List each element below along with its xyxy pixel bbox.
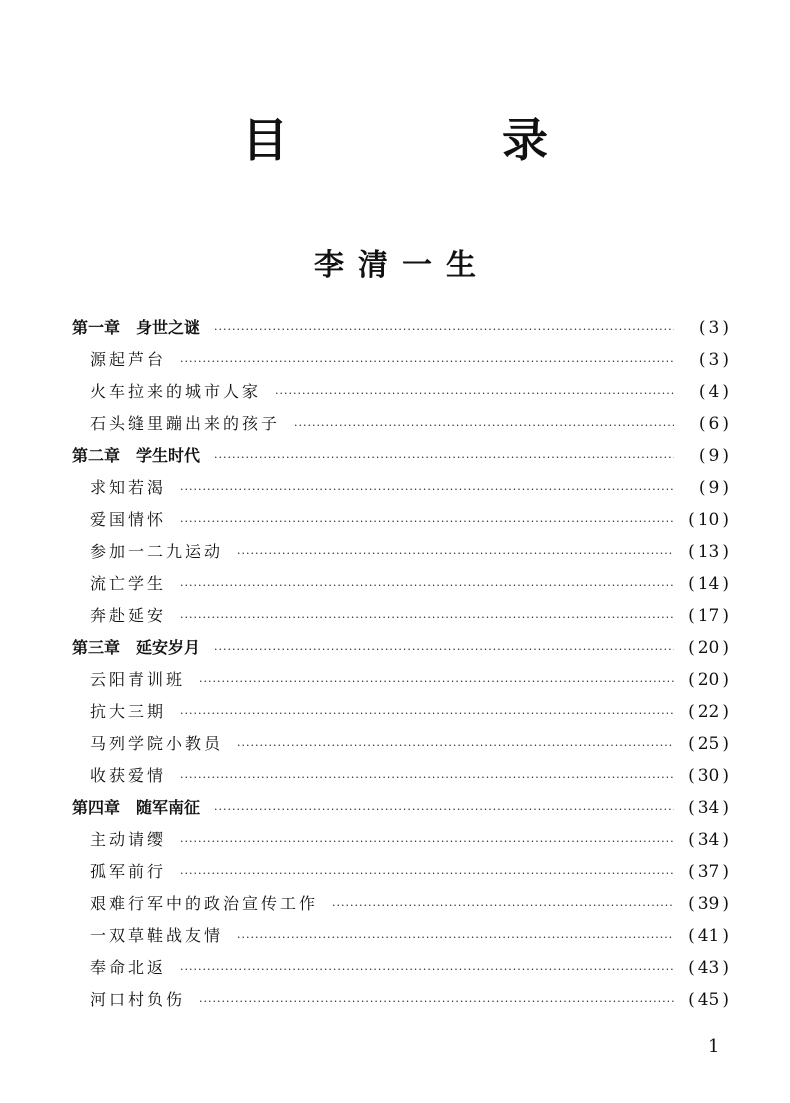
- open-paren: (: [688, 862, 695, 882]
- toc-dot-leader: [237, 922, 674, 954]
- toc-section-row[interactable]: [72, 344, 732, 376]
- close-paren: ): [722, 926, 729, 946]
- open-paren: (: [698, 382, 706, 402]
- toc-page-number: 43: [697, 958, 720, 978]
- toc-section-row[interactable]: [72, 600, 732, 632]
- toc-chapter-row[interactable]: [72, 312, 732, 344]
- toc-page-ref: [674, 536, 732, 568]
- toc-page-ref: [674, 472, 732, 504]
- toc-entry-label: 求知若渴: [90, 478, 167, 497]
- toc-page-number: 4: [708, 382, 720, 402]
- toc-page-ref: [674, 920, 732, 952]
- open-paren: (: [698, 318, 706, 338]
- toc-dot-leader: [180, 698, 674, 730]
- toc-page-number: 3: [708, 318, 720, 338]
- toc-page-number: 34: [697, 830, 720, 850]
- toc-dot-leader: [180, 346, 674, 378]
- toc-page-ref: [674, 984, 732, 1016]
- toc-section-row[interactable]: [72, 760, 732, 792]
- close-paren: ): [722, 478, 729, 498]
- open-paren: (: [688, 926, 695, 946]
- toc-dot-leader: [214, 794, 674, 826]
- toc-dot-leader: [275, 378, 674, 410]
- toc-dot-leader: [199, 986, 674, 1018]
- toc-dot-leader: [332, 890, 674, 922]
- toc-section-row[interactable]: [72, 888, 732, 920]
- toc-page-ref: [674, 792, 732, 824]
- close-paren: ): [722, 350, 729, 370]
- toc-page-number: 20: [697, 638, 720, 658]
- toc-page-ref: [674, 376, 732, 408]
- close-paren: ): [722, 414, 729, 434]
- toc-entry-label: 抗大三期: [90, 702, 167, 721]
- toc-entry-label: 第四章 随军南征: [72, 798, 201, 817]
- toc-dot-leader: [180, 506, 674, 538]
- toc-entry-label: 艰难行军中的政治宣传工作: [90, 894, 319, 913]
- toc-page-ref: [674, 664, 732, 696]
- toc-entry-label: 石头缝里蹦出来的孩子: [90, 414, 281, 433]
- toc-page-ref: [674, 760, 732, 792]
- close-paren: ): [722, 606, 729, 626]
- toc-page-number: 14: [697, 574, 720, 594]
- toc-section-row[interactable]: [72, 568, 732, 600]
- toc-page-number: 13: [697, 542, 720, 562]
- toc-page-number: 9: [708, 446, 720, 466]
- toc-page-number: 20: [697, 670, 720, 690]
- toc-dot-leader: [214, 442, 674, 474]
- close-paren: ): [722, 510, 729, 530]
- toc-page-number: 10: [697, 510, 720, 530]
- toc-section-row[interactable]: [72, 984, 732, 1016]
- toc-page-number: 34: [697, 798, 720, 818]
- open-paren: (: [698, 350, 706, 370]
- open-paren: (: [688, 702, 695, 722]
- toc-page-number: 41: [697, 926, 720, 946]
- toc-dot-leader: [214, 314, 674, 346]
- toc-entry-label: 奔赴延安: [90, 606, 167, 625]
- toc-section-row[interactable]: [72, 408, 732, 440]
- toc-section-row[interactable]: [72, 376, 732, 408]
- book-subtitle: 李清一生: [314, 248, 490, 283]
- open-paren: (: [688, 958, 695, 978]
- open-paren: (: [688, 798, 695, 818]
- open-paren: (: [688, 606, 695, 626]
- toc-dot-leader: [237, 730, 674, 762]
- toc-page-number: 37: [697, 862, 720, 882]
- close-paren: ): [722, 830, 729, 850]
- toc-dot-leader: [180, 954, 674, 986]
- close-paren: ): [722, 766, 729, 786]
- toc-page-ref: [674, 568, 732, 600]
- open-paren: (: [698, 478, 706, 498]
- open-paren: (: [688, 574, 695, 594]
- toc-page-ref: [674, 312, 732, 344]
- toc-page-ref: [674, 600, 732, 632]
- toc-entry-label: 一双草鞋战友情: [90, 926, 224, 945]
- close-paren: ): [722, 958, 729, 978]
- toc-page-number: 22: [697, 702, 720, 722]
- open-paren: (: [688, 894, 695, 914]
- toc-page-number: 17: [697, 606, 720, 626]
- toc-chapter-row[interactable]: [72, 440, 732, 472]
- toc-section-row[interactable]: [72, 472, 732, 504]
- toc-entry-label: 源起芦台: [90, 350, 167, 369]
- toc-entry-label: 收获爱情: [90, 766, 167, 785]
- toc-page-number: 9: [708, 478, 720, 498]
- toc-dot-leader: [180, 858, 674, 890]
- toc-page-ref: [674, 728, 732, 760]
- close-paren: ): [722, 862, 729, 882]
- toc-page-ref: [674, 344, 732, 376]
- toc-page-number: 3: [708, 350, 720, 370]
- toc-entry-label: 孤军前行: [90, 862, 167, 881]
- toc-page-number: 45: [697, 990, 720, 1010]
- page-title: 目 录: [242, 113, 632, 167]
- toc-page-number: 6: [708, 414, 720, 434]
- close-paren: ): [722, 702, 729, 722]
- toc-entry-label: 河口村负伤: [90, 990, 186, 1009]
- toc-page-ref: [674, 440, 732, 472]
- toc-dot-leader: [237, 538, 674, 570]
- close-paren: ): [722, 318, 729, 338]
- close-paren: ): [722, 670, 729, 690]
- toc-dot-leader: [199, 666, 674, 698]
- close-paren: ): [722, 542, 729, 562]
- toc-section-row[interactable]: [72, 952, 732, 984]
- open-paren: (: [698, 414, 706, 434]
- toc-page-ref: [674, 952, 732, 984]
- toc-dot-leader: [180, 762, 674, 794]
- toc-page-number: 39: [697, 894, 720, 914]
- toc-entry-label: 参加一二九运动: [90, 542, 224, 561]
- open-paren: (: [688, 670, 695, 690]
- toc-entry-label: 云阳青训班: [90, 670, 186, 689]
- toc-entry-label: 马列学院小教员: [90, 734, 224, 753]
- open-paren: (: [688, 734, 695, 754]
- toc-entry-label: 主动请缨: [90, 830, 167, 849]
- toc-page-ref: [674, 632, 732, 664]
- table-of-contents: [72, 312, 732, 1016]
- toc-entry-label: 流亡学生: [90, 574, 167, 593]
- toc-chapter-row[interactable]: [72, 632, 732, 664]
- toc-section-row[interactable]: [72, 536, 732, 568]
- toc-page-number: 30: [697, 766, 720, 786]
- close-paren: ): [722, 734, 729, 754]
- close-paren: ): [722, 638, 729, 658]
- open-paren: (: [698, 446, 706, 466]
- open-paren: (: [688, 510, 695, 530]
- toc-dot-leader: [180, 570, 674, 602]
- toc-chapter-row[interactable]: [72, 792, 732, 824]
- toc-dot-leader: [180, 602, 674, 634]
- toc-page-number: 25: [697, 734, 720, 754]
- toc-page-ref: [674, 408, 732, 440]
- close-paren: ): [722, 990, 729, 1010]
- toc-dot-leader: [294, 410, 674, 442]
- toc-entry-label: 第二章 学生时代: [72, 446, 201, 465]
- close-paren: ): [722, 798, 729, 818]
- toc-entry-label: 爱国情怀: [90, 510, 167, 529]
- open-paren: (: [688, 830, 695, 850]
- toc-dot-leader: [180, 826, 674, 858]
- close-paren: ): [722, 574, 729, 594]
- open-paren: (: [688, 638, 695, 658]
- toc-page-ref: [674, 696, 732, 728]
- toc-page-ref: [674, 504, 732, 536]
- toc-page-ref: [674, 856, 732, 888]
- open-paren: (: [688, 766, 695, 786]
- toc-entry-label: 第一章 身世之谜: [72, 318, 201, 337]
- toc-section-row[interactable]: [72, 920, 732, 952]
- close-paren: ): [722, 446, 729, 466]
- open-paren: (: [688, 542, 695, 562]
- toc-entry-label: 第三章 延安岁月: [72, 638, 201, 657]
- toc-section-row[interactable]: [72, 824, 732, 856]
- toc-section-row[interactable]: [72, 696, 732, 728]
- toc-entry-label: 奉命北返: [90, 958, 167, 977]
- toc-dot-leader: [180, 474, 674, 506]
- toc-section-row[interactable]: [72, 664, 732, 696]
- open-paren: (: [688, 990, 695, 1010]
- toc-section-row[interactable]: [72, 856, 732, 888]
- toc-page-ref: [674, 888, 732, 920]
- close-paren: ): [722, 894, 729, 914]
- page-number: 1: [708, 1036, 720, 1057]
- close-paren: ): [722, 382, 729, 402]
- toc-entry-label: 火车拉来的城市人家: [90, 382, 262, 401]
- toc-dot-leader: [214, 634, 674, 666]
- toc-section-row[interactable]: [72, 728, 732, 760]
- toc-section-row[interactable]: [72, 504, 732, 536]
- toc-page-ref: [674, 824, 732, 856]
